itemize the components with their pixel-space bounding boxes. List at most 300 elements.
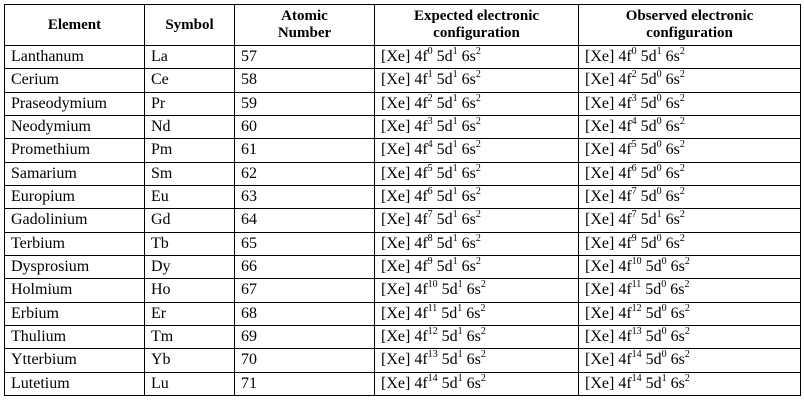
orbital-4f: 4f — [414, 374, 428, 392]
observed-configuration-cell — [579, 279, 801, 302]
orbital-5d: 5d — [436, 94, 453, 112]
symbol-cell: Gd — [145, 209, 235, 232]
expected-configuration-cell — [375, 139, 579, 162]
config-core: [Xe] — [381, 188, 411, 206]
table-row — [5, 302, 801, 325]
orbital-4f: 4f — [414, 164, 428, 182]
orbital-5d-count: 0 — [661, 256, 667, 268]
orbital-6s: 6s — [466, 304, 481, 322]
orbital-5d: 5d — [645, 258, 662, 276]
electron-configuration-table — [4, 4, 801, 396]
orbital-4f: 4f — [618, 48, 632, 66]
config-core: [Xe] — [585, 164, 615, 182]
config-core: [Xe] — [585, 48, 615, 66]
element-name-cell: Dysprosium — [5, 255, 145, 278]
orbital-6s: 6s — [461, 118, 476, 136]
orbital-6s-count: 2 — [480, 302, 486, 314]
config-core: [Xe] — [381, 304, 411, 322]
orbital-4f: 4f — [414, 234, 428, 252]
observed-configuration-cell — [579, 349, 801, 372]
symbol-cell: La — [145, 46, 235, 69]
orbital-4f: 4f — [618, 351, 632, 369]
config-core: [Xe] — [585, 304, 615, 322]
atomic-number-cell: 65 — [235, 232, 375, 255]
symbol-cell: Ho — [145, 279, 235, 302]
orbital-4f: 4f — [618, 71, 632, 89]
orbital-5d-count: 1 — [452, 116, 458, 128]
orbital-5d-count: 1 — [661, 372, 667, 384]
atomic-number-cell: 58 — [235, 69, 375, 92]
expected-configuration-cell — [375, 209, 579, 232]
orbital-5d: 5d — [436, 234, 453, 252]
orbital-4f-count: 12 — [427, 326, 438, 338]
expected-configuration-cell — [375, 349, 579, 372]
orbital-6s-count: 2 — [684, 349, 690, 361]
orbital-5d: 5d — [640, 141, 657, 159]
orbital-5d: 5d — [436, 48, 453, 66]
observed-configuration-cell — [579, 46, 801, 69]
orbital-4f: 4f — [414, 351, 428, 369]
table-row — [5, 139, 801, 162]
orbital-5d: 5d — [441, 351, 458, 369]
orbital-6s-count: 2 — [679, 186, 685, 198]
observed-configuration-cell — [579, 115, 801, 138]
observed-configuration-cell — [579, 162, 801, 185]
orbital-6s-count: 2 — [475, 232, 481, 244]
orbital-6s-count: 2 — [480, 279, 486, 291]
element-name-cell: Holmium — [5, 279, 145, 302]
header-row — [5, 5, 801, 46]
orbital-5d-count: 1 — [452, 209, 458, 221]
orbital-6s-count: 2 — [475, 69, 481, 81]
orbital-6s: 6s — [461, 48, 476, 66]
config-core: [Xe] — [585, 211, 615, 229]
orbital-5d-count: 1 — [452, 162, 458, 174]
atomic-number-cell: 67 — [235, 279, 375, 302]
orbital-5d-count: 1 — [452, 46, 458, 58]
table-row — [5, 209, 801, 232]
config-core: [Xe] — [381, 211, 411, 229]
config-core: [Xe] — [585, 118, 615, 136]
table-row — [5, 69, 801, 92]
orbital-5d-count: 1 — [452, 69, 458, 81]
expected-configuration-cell — [375, 46, 579, 69]
orbital-4f: 4f — [618, 118, 632, 136]
orbital-4f: 4f — [414, 304, 428, 322]
orbital-4f: 4f — [618, 188, 632, 206]
orbital-4f: 4f — [414, 281, 428, 299]
symbol-cell: Pm — [145, 139, 235, 162]
header-element: Element — [5, 5, 145, 46]
table-row — [5, 162, 801, 185]
config-core: [Xe] — [585, 234, 615, 252]
atomic-number-cell: 69 — [235, 325, 375, 348]
orbital-6s: 6s — [670, 374, 685, 392]
orbital-4f: 4f — [618, 141, 632, 159]
orbital-6s-count: 2 — [475, 162, 481, 174]
orbital-4f: 4f — [618, 164, 632, 182]
observed-configuration-cell — [579, 255, 801, 278]
orbital-6s-count: 2 — [475, 92, 481, 104]
expected-configuration-cell — [375, 372, 579, 395]
table-row — [5, 325, 801, 348]
table-row — [5, 372, 801, 395]
orbital-6s: 6s — [461, 211, 476, 229]
orbital-6s: 6s — [466, 351, 481, 369]
config-core: [Xe] — [381, 164, 411, 182]
orbital-6s: 6s — [665, 94, 680, 112]
orbital-4f-count: 13 — [427, 349, 438, 361]
observed-configuration-cell — [579, 185, 801, 208]
orbital-6s: 6s — [670, 328, 685, 346]
orbital-5d: 5d — [640, 71, 657, 89]
orbital-6s-count: 2 — [679, 139, 685, 151]
config-core: [Xe] — [381, 258, 411, 276]
element-name-cell: Samarium — [5, 162, 145, 185]
orbital-4f-count: 3 — [631, 92, 637, 104]
orbital-6s: 6s — [466, 281, 481, 299]
orbital-5d-count: 1 — [452, 256, 458, 268]
orbital-4f: 4f — [618, 234, 632, 252]
orbital-6s: 6s — [461, 141, 476, 159]
element-name-cell: Neodymium — [5, 115, 145, 138]
config-core: [Xe] — [381, 71, 411, 89]
orbital-6s-count: 2 — [475, 256, 481, 268]
orbital-4f: 4f — [414, 141, 428, 159]
atomic-number-cell: 61 — [235, 139, 375, 162]
table-row — [5, 115, 801, 138]
orbital-5d-count: 0 — [656, 69, 662, 81]
orbital-6s: 6s — [670, 258, 685, 276]
orbital-4f: 4f — [414, 118, 428, 136]
config-core: [Xe] — [381, 94, 411, 112]
orbital-4f-count: 7 — [631, 209, 637, 221]
orbital-5d: 5d — [645, 374, 662, 392]
orbital-4f-count: 4 — [427, 139, 433, 151]
orbital-6s-count: 2 — [684, 302, 690, 314]
header-observed-configuration: Observed electronic configuration — [579, 5, 801, 46]
orbital-5d-count: 0 — [656, 92, 662, 104]
orbital-4f-count: 10 — [427, 279, 438, 291]
table-body — [5, 46, 801, 396]
orbital-5d: 5d — [640, 118, 657, 136]
orbital-6s: 6s — [665, 211, 680, 229]
observed-configuration-cell — [579, 372, 801, 395]
observed-configuration-cell — [579, 232, 801, 255]
orbital-5d-count: 0 — [656, 139, 662, 151]
orbital-5d-count: 1 — [656, 46, 662, 58]
orbital-6s-count: 2 — [684, 279, 690, 291]
orbital-6s-count: 2 — [679, 232, 685, 244]
orbital-5d: 5d — [436, 141, 453, 159]
orbital-4f: 4f — [618, 304, 632, 322]
config-core: [Xe] — [585, 374, 615, 392]
config-core: [Xe] — [381, 48, 411, 66]
orbital-5d: 5d — [436, 118, 453, 136]
orbital-5d-count: 0 — [661, 279, 667, 291]
atomic-number-cell: 64 — [235, 209, 375, 232]
config-core: [Xe] — [381, 374, 411, 392]
orbital-6s-count: 2 — [480, 349, 486, 361]
orbital-4f-count: 9 — [631, 232, 637, 244]
orbital-4f-count: 0 — [427, 46, 433, 58]
table-header — [5, 5, 801, 46]
table-row — [5, 92, 801, 115]
element-name-cell: Lutetium — [5, 372, 145, 395]
orbital-4f-count: 2 — [427, 92, 433, 104]
orbital-4f: 4f — [618, 328, 632, 346]
expected-configuration-cell — [375, 162, 579, 185]
expected-configuration-cell — [375, 115, 579, 138]
table-row — [5, 255, 801, 278]
orbital-6s: 6s — [670, 351, 685, 369]
observed-configuration-cell — [579, 209, 801, 232]
orbital-4f-count: 6 — [631, 162, 637, 174]
orbital-6s-count: 2 — [475, 186, 481, 198]
orbital-5d-count: 0 — [661, 302, 667, 314]
orbital-5d-count: 1 — [452, 92, 458, 104]
orbital-5d: 5d — [645, 351, 662, 369]
orbital-5d: 5d — [645, 304, 662, 322]
orbital-4f-count: 7 — [427, 209, 433, 221]
orbital-5d: 5d — [640, 234, 657, 252]
orbital-6s-count: 2 — [480, 372, 486, 384]
atomic-number-cell: 63 — [235, 185, 375, 208]
element-name-cell: Gadolinium — [5, 209, 145, 232]
header-atomic-number: Atomic Number — [235, 5, 375, 46]
orbital-6s-count: 2 — [684, 372, 690, 384]
config-core: [Xe] — [585, 351, 615, 369]
orbital-5d: 5d — [645, 328, 662, 346]
expected-configuration-cell — [375, 185, 579, 208]
expected-configuration-cell — [375, 255, 579, 278]
element-name-cell: Praseodymium — [5, 92, 145, 115]
orbital-5d: 5d — [441, 304, 458, 322]
orbital-4f-count: 14 — [427, 372, 438, 384]
orbital-6s-count: 2 — [679, 46, 685, 58]
orbital-6s-count: 2 — [475, 46, 481, 58]
orbital-4f-count: 13 — [631, 326, 642, 338]
config-core: [Xe] — [585, 141, 615, 159]
orbital-4f-count: 2 — [631, 69, 637, 81]
atomic-number-cell: 62 — [235, 162, 375, 185]
table-row — [5, 349, 801, 372]
orbital-6s: 6s — [466, 328, 481, 346]
table-row — [5, 232, 801, 255]
config-core: [Xe] — [381, 328, 411, 346]
orbital-5d: 5d — [645, 281, 662, 299]
orbital-5d-count: 1 — [457, 279, 463, 291]
orbital-6s-count: 2 — [679, 92, 685, 104]
orbital-4f: 4f — [618, 94, 632, 112]
symbol-cell: Lu — [145, 372, 235, 395]
orbital-4f-count: 3 — [427, 116, 433, 128]
config-core: [Xe] — [585, 258, 615, 276]
orbital-4f: 4f — [414, 328, 428, 346]
symbol-cell: Dy — [145, 255, 235, 278]
symbol-cell: Sm — [145, 162, 235, 185]
element-name-cell: Ytterbium — [5, 349, 145, 372]
orbital-4f: 4f — [414, 188, 428, 206]
expected-configuration-cell — [375, 92, 579, 115]
orbital-6s-count: 2 — [684, 256, 690, 268]
element-name-cell: Erbium — [5, 302, 145, 325]
orbital-6s: 6s — [665, 71, 680, 89]
config-core: [Xe] — [381, 281, 411, 299]
orbital-5d: 5d — [441, 281, 458, 299]
atomic-number-cell: 70 — [235, 349, 375, 372]
orbital-6s-count: 2 — [679, 162, 685, 174]
config-core: [Xe] — [585, 281, 615, 299]
symbol-cell: Pr — [145, 92, 235, 115]
config-core: [Xe] — [381, 118, 411, 136]
expected-configuration-cell — [375, 232, 579, 255]
orbital-6s-count: 2 — [480, 326, 486, 338]
orbital-6s: 6s — [461, 164, 476, 182]
orbital-4f: 4f — [618, 281, 632, 299]
orbital-5d-count: 1 — [457, 372, 463, 384]
orbital-5d: 5d — [436, 258, 453, 276]
atomic-number-cell: 66 — [235, 255, 375, 278]
orbital-6s: 6s — [461, 94, 476, 112]
orbital-6s: 6s — [665, 234, 680, 252]
orbital-5d-count: 1 — [452, 186, 458, 198]
observed-configuration-cell — [579, 302, 801, 325]
expected-configuration-cell — [375, 279, 579, 302]
orbital-4f-count: 14 — [631, 349, 642, 361]
orbital-5d-count: 0 — [661, 326, 667, 338]
orbital-6s-count: 2 — [684, 326, 690, 338]
orbital-5d: 5d — [441, 374, 458, 392]
symbol-cell: Tb — [145, 232, 235, 255]
element-name-cell: Cerium — [5, 69, 145, 92]
symbol-cell: Yb — [145, 349, 235, 372]
symbol-cell: Nd — [145, 115, 235, 138]
orbital-6s: 6s — [461, 234, 476, 252]
orbital-5d-count: 1 — [452, 139, 458, 151]
orbital-5d-count: 1 — [457, 302, 463, 314]
orbital-5d: 5d — [640, 211, 657, 229]
orbital-4f-count: 8 — [427, 232, 433, 244]
orbital-5d-count: 1 — [452, 232, 458, 244]
orbital-4f: 4f — [414, 48, 428, 66]
orbital-4f-count: 14 — [631, 372, 642, 384]
orbital-4f-count: 4 — [631, 116, 637, 128]
orbital-4f: 4f — [414, 211, 428, 229]
atomic-number-cell: 68 — [235, 302, 375, 325]
observed-configuration-cell — [579, 69, 801, 92]
symbol-cell: Eu — [145, 185, 235, 208]
orbital-5d: 5d — [640, 48, 657, 66]
orbital-4f: 4f — [414, 258, 428, 276]
observed-configuration-cell — [579, 139, 801, 162]
element-name-cell: Promethium — [5, 139, 145, 162]
orbital-5d-count: 1 — [457, 349, 463, 361]
orbital-6s-count: 2 — [475, 209, 481, 221]
orbital-6s: 6s — [670, 304, 685, 322]
orbital-5d-count: 0 — [661, 349, 667, 361]
config-core: [Xe] — [381, 351, 411, 369]
orbital-6s: 6s — [665, 164, 680, 182]
orbital-6s: 6s — [670, 281, 685, 299]
orbital-4f-count: 11 — [631, 279, 642, 291]
orbital-6s: 6s — [461, 258, 476, 276]
config-core: [Xe] — [585, 94, 615, 112]
orbital-4f-count: 12 — [631, 302, 642, 314]
orbital-6s: 6s — [665, 188, 680, 206]
orbital-4f: 4f — [414, 94, 428, 112]
config-core: [Xe] — [381, 234, 411, 252]
expected-configuration-cell — [375, 69, 579, 92]
config-core: [Xe] — [585, 71, 615, 89]
orbital-6s: 6s — [665, 118, 680, 136]
orbital-5d: 5d — [640, 164, 657, 182]
orbital-6s: 6s — [461, 71, 476, 89]
orbital-5d: 5d — [436, 71, 453, 89]
orbital-4f-count: 9 — [427, 256, 433, 268]
orbital-4f: 4f — [618, 211, 632, 229]
orbital-4f-count: 6 — [427, 186, 433, 198]
orbital-6s: 6s — [461, 188, 476, 206]
orbital-4f: 4f — [618, 258, 632, 276]
expected-configuration-cell — [375, 302, 579, 325]
orbital-5d: 5d — [640, 94, 657, 112]
observed-configuration-cell — [579, 92, 801, 115]
element-name-cell: Terbium — [5, 232, 145, 255]
table-row — [5, 185, 801, 208]
element-name-cell: Thulium — [5, 325, 145, 348]
orbital-6s-count: 2 — [475, 116, 481, 128]
expected-configuration-cell — [375, 325, 579, 348]
symbol-cell: Er — [145, 302, 235, 325]
orbital-5d: 5d — [436, 211, 453, 229]
orbital-5d-count: 0 — [656, 162, 662, 174]
atomic-number-cell: 59 — [235, 92, 375, 115]
orbital-4f: 4f — [618, 374, 632, 392]
orbital-4f-count: 5 — [631, 139, 637, 151]
table-row — [5, 46, 801, 69]
element-name-cell: Europium — [5, 185, 145, 208]
orbital-4f-count: 1 — [427, 69, 433, 81]
orbital-6s-count: 2 — [475, 139, 481, 151]
orbital-6s-count: 2 — [679, 69, 685, 81]
orbital-5d-count: 0 — [656, 116, 662, 128]
orbital-4f-count: 0 — [631, 46, 637, 58]
config-core: [Xe] — [381, 141, 411, 159]
atomic-number-cell: 57 — [235, 46, 375, 69]
orbital-5d: 5d — [640, 188, 657, 206]
atomic-number-cell: 71 — [235, 372, 375, 395]
orbital-5d: 5d — [441, 328, 458, 346]
config-core: [Xe] — [585, 328, 615, 346]
config-core: [Xe] — [585, 188, 615, 206]
symbol-cell: Ce — [145, 69, 235, 92]
orbital-5d: 5d — [436, 188, 453, 206]
orbital-5d-count: 1 — [656, 209, 662, 221]
orbital-5d-count: 1 — [457, 326, 463, 338]
table-row — [5, 279, 801, 302]
observed-configuration-cell — [579, 325, 801, 348]
orbital-4f-count: 7 — [631, 186, 637, 198]
orbital-4f: 4f — [414, 71, 428, 89]
orbital-5d-count: 0 — [656, 186, 662, 198]
orbital-6s: 6s — [665, 48, 680, 66]
atomic-number-cell: 60 — [235, 115, 375, 138]
orbital-6s-count: 2 — [679, 116, 685, 128]
orbital-5d: 5d — [436, 164, 453, 182]
header-expected-configuration: Expected electronic configuration — [375, 5, 579, 46]
orbital-6s: 6s — [665, 141, 680, 159]
